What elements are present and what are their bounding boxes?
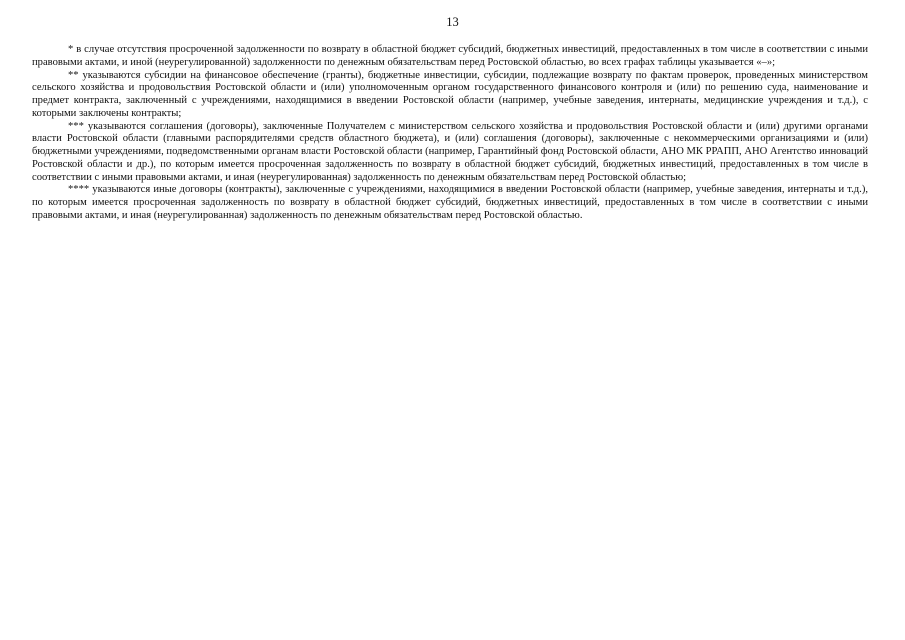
footnote-1: * в случае отсутствия просроченной задолженности по возврату в областной бюджет субсидий, бюджетных инвестиций, предоставленных в том числе в соответствии с иными правовыми актами, и иной (неурегулированной) задолженности по денежным обязательствам перед Ростовской областью, во всех графах таблицы указывается «–»; [32,44,868,68]
footnote-4: **** указываются иные договоры (контракты), заключенные с учреждениями, находящимися в введении Ростовской области (например, учебные заведения, интернаты и т.д.), по которым имеется просроченная задолженность по возврату в областной бюджет субсидий, бюджетных инвестиций, предоставленных в том числе в соответствии с иными правовыми актами, и иная (неурегулированная) задолженность по денежным обязательствам перед Ростовской областью. [32,184,868,221]
page-number: 13 [446,15,459,29]
footnote-2: ** указываются субсидии на финансовое обеспечение (гранты), бюджетные инвестиции, субсидии, подлежащие возврату по фактам проверок, проведенных министерством сельского хозяйства и продовольствия Ростовской области и (или) уполномоченным органом государственного финансового контроля и (или) по решению суда, наименование и предмет контракта, заключенный с учреждениями, находящимися в введении Ростовской области (например, учебные заведения, интернаты, медицинские учреждения и т.д.), с которыми заключены контракты; [32,69,868,119]
footnotes [32,44,868,223]
footnote-3: *** указываются соглашения (договоры), заключенные Получателем с министерством сельского хозяйства и продовольствия Ростовской области и (или) другими органами власти Ростовской области (главными распорядителями средств областного бюджета), и (или) соглашения (договоры), заключенные с некоммерческими организациями и (или) бюджетными учреждениями, подведомственными органам власти Ростовской области (например, Гарантийный фонд Ростовской области, АНО МК РРАПП, АНО Агентство инноваций Ростовской области и др.), по которым имеется просроченная задолженность по возврату в областной бюджет субсидий, бюджетных инвестиций, предоставленных в том числе в соответствии с иными правовыми актами, и иная (неурегулированная) задолженность по денежным обязательствам перед Ростовской областью; [32,120,868,183]
